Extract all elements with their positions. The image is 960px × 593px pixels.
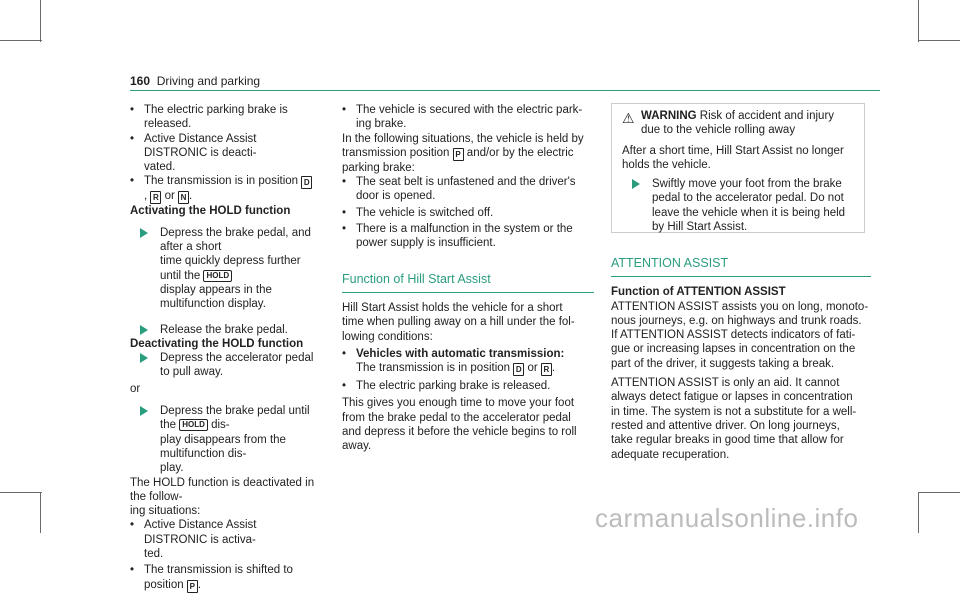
p-key-icon: P (453, 148, 464, 161)
page-header (130, 74, 260, 88)
list-item: • The vehicle is switched off. (342, 206, 494, 219)
list-item: • Vehicles with automatic transmission: The transmission is in position D or R . (342, 347, 565, 375)
warning-icon: ⚠ (622, 110, 635, 126)
list-item: • The seat belt is unfastened and the driver's door is opened. (342, 176, 576, 203)
list-item: • There is a malfunction in the system or the power supply is insufficient. (342, 223, 573, 250)
warning-header: WARNING Risk of accident and injury due to the vehicle rolling away (641, 110, 835, 137)
d-key-icon: D (513, 363, 524, 376)
column-1 (130, 103, 315, 593)
paragraph: Hill Start Assist holds the vehicle for a short time when pulling away on a hill under the fol- lowing conditions: (342, 301, 575, 343)
action-step: Release the brake pedal. (130, 323, 315, 337)
or-text: or (130, 382, 141, 395)
warning-text: After a short time, Hill Start Assist no longer holds the vehicle. (622, 145, 844, 172)
arrow-icon (140, 325, 148, 335)
action-step: Depress the brake pedal, and after a short time quickly depress further until the HOLD display appears in the multifunction display. (130, 226, 315, 312)
section-name: Driving and parking (156, 74, 261, 88)
arrow-icon (140, 406, 148, 416)
deactivating-heading: Deactivating the HOLD function (130, 337, 304, 350)
page-number: 160 (130, 74, 151, 88)
list-item: • The electric parking brake is released. (342, 380, 551, 393)
list-item: • Active Distance Assist DISTRONIC is deacti- vated. (130, 132, 257, 174)
warning-box (611, 103, 865, 233)
list-item: • The transmission is shifted to position P . (130, 564, 293, 591)
d-key-icon: D (301, 176, 312, 189)
list-item: • The transmission is in position D, R or N . (130, 174, 315, 204)
crop-mark (0, 40, 42, 41)
crop-mark (40, 0, 41, 42)
section-rule (342, 292, 594, 293)
paragraph: In the following situations, the vehicle is held by transmission position P and/or by the electric parking brake: (342, 132, 584, 174)
column-3 (611, 256, 871, 462)
crop-mark (918, 492, 919, 533)
paragraph: ATTENTION ASSIST assists you on long, monoto- nous journeys, e.g. on highways and trunk roads. If ATTENTION ASSIST detects indicators of fati- gue or increasing lapses in concentration on the part of the driver, it suggests taking a break. (611, 300, 869, 370)
paragraph: This gives you enough time to move your foot from the brake pedal to the accelerator pedal and depress it before the vehicle begins to roll away. (342, 397, 577, 453)
crop-mark (40, 492, 41, 533)
paragraph: The HOLD function is deactivated in the follow- ing situations: (130, 476, 315, 518)
activating-heading: Activating the HOLD function (130, 205, 291, 218)
column-2 (342, 103, 594, 454)
arrow-icon (140, 228, 148, 238)
r-key-icon: R (541, 363, 552, 376)
section-title: ATTENTION ASSIST (611, 256, 729, 270)
action-step: Depress the brake pedal until the HOLD dis- play disappears from the multifunction dis- play. (130, 404, 315, 475)
header-rule (130, 90, 880, 91)
section-rule (611, 276, 871, 277)
p-key-icon: P (187, 580, 198, 593)
arrow-icon (140, 353, 148, 363)
action-step: Swiftly move your foot from the brake pedal to the accelerator pedal. Do not leave the vehicle when it is being held by Hill Start Assist. (622, 177, 872, 234)
section-title: Function of Hill Start Assist (342, 271, 491, 286)
list-item: • Active Distance Assist DISTRONIC is activa- ted. (130, 519, 257, 561)
watermark: carmanualsonline.info (595, 503, 859, 533)
list-item: • The electric parking brake is released. (130, 104, 288, 131)
crop-mark (918, 0, 919, 42)
n-key-icon: N (178, 191, 189, 204)
paragraph: ATTENTION ASSIST is only an aid. It cannot always detect fatigue or lapses in concentration in time. The system is not a substitute for a well- rested and attentive driver. On long journeys, take regular breaks in good time that allow for adequate recuperation. (611, 377, 857, 461)
action-step: Depress the accelerator pedal to pull away. (130, 351, 315, 380)
crop-mark (918, 40, 960, 41)
crop-mark (0, 492, 42, 493)
crop-mark (918, 492, 960, 493)
arrow-icon (632, 179, 640, 189)
sub-heading: Function of ATTENTION ASSIST (611, 286, 786, 299)
r-key-icon: R (150, 191, 161, 204)
warning-label: WARNING (641, 110, 697, 122)
hold-icon: HOLD (179, 419, 208, 431)
list-item: • The vehicle is secured with the electric park- ing brake. (342, 104, 583, 131)
hold-icon: HOLD (203, 270, 232, 282)
